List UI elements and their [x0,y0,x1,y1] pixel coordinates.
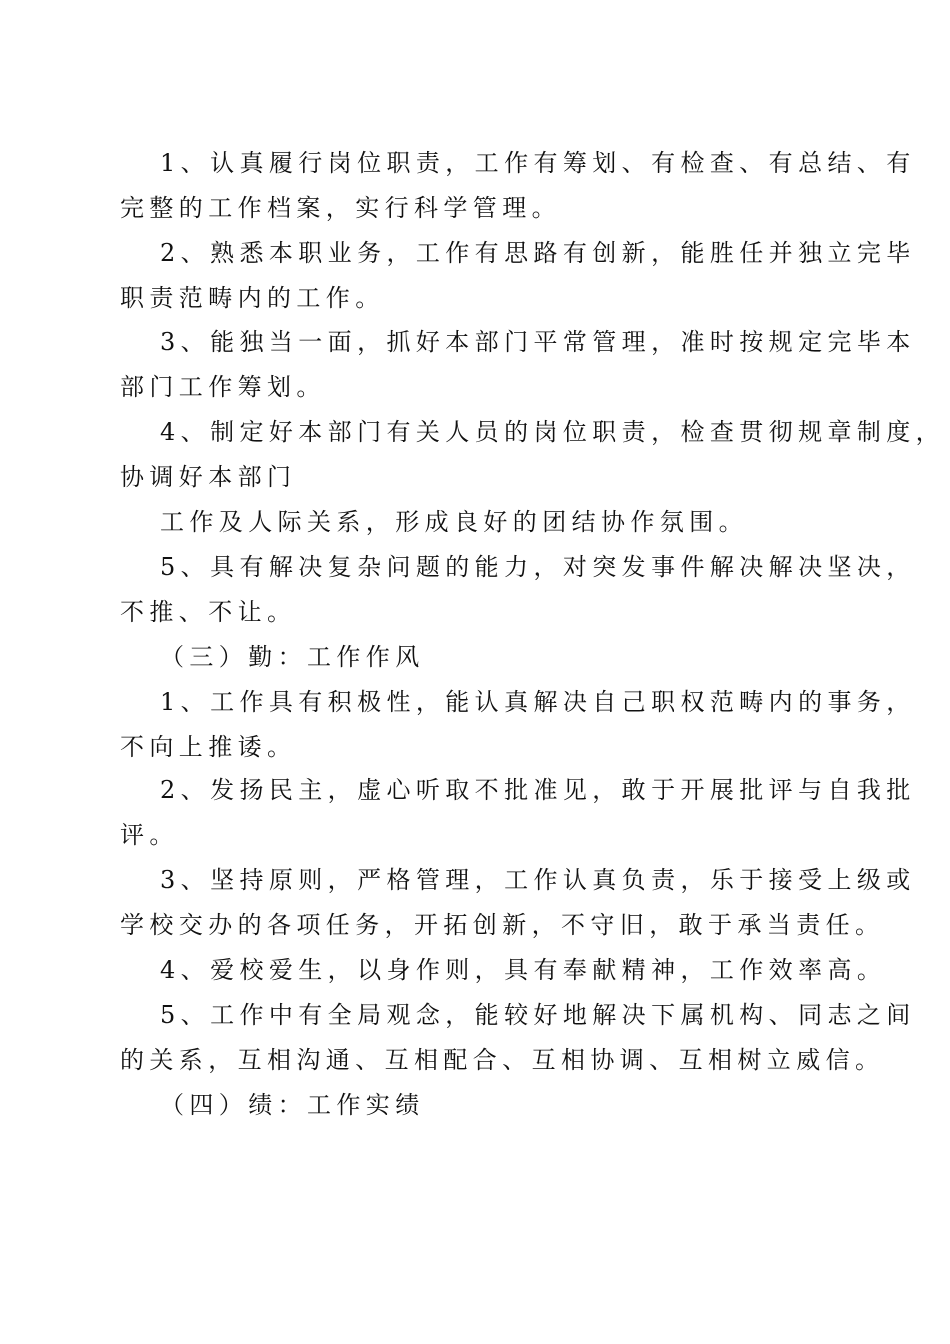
paragraph-line: 4、制定好本部门有关人员的岗位职责，检查贯彻规章制度， [160,418,946,446]
section-heading-ji: （四）绩：工作实绩 [160,1091,425,1119]
paragraph-line: 3、坚持原则，严格管理，工作认真负责，乐于接受上级或 [160,866,916,894]
paragraph-line: 5、具有解决复杂问题的能力，对突发事件解决解决坚决， [160,553,916,581]
paragraph-line: 1、工作具有积极性，能认真解决自己职权范畴内的事务， [160,688,916,716]
paragraph-line: 评。 [120,821,179,849]
paragraph-line: 职责范畴内的工作。 [120,284,385,312]
paragraph-line: 不推、不让。 [120,598,297,626]
paragraph-line: 2、熟悉本职业务，工作有思路有创新，能胜任并独立完毕 [160,239,916,267]
paragraph-line: 2、发扬民主，虚心听取不批准见，敢于开展批评与自我批 [160,776,916,804]
paragraph-line: 不向上推诿。 [120,733,297,761]
paragraph-line: 的关系，互相沟通、互相配合、互相协调、互相树立威信。 [120,1046,885,1074]
paragraph-line: 学校交办的各项任务，开拓创新，不守旧，敢于承当责任。 [120,911,885,939]
paragraph-line: 3、能独当一面，抓好本部门平常管理，准时按规定完毕本 [160,328,916,356]
paragraph-line: 部门工作筹划。 [120,373,326,401]
paragraph-line: 协调好本部门 [120,463,297,491]
paragraph-line: 完整的工作档案，实行科学管理。 [120,194,561,222]
paragraph-line: 1、认真履行岗位职责，工作有筹划、有检查、有总结、有 [160,149,916,177]
paragraph-line: 5、工作中有全局观念，能较好地解决下属机构、同志之间 [160,1001,916,1029]
paragraph-line: 工作及人际关系，形成良好的团结协作氛围。 [160,508,748,536]
section-heading-qin: （三）勤：工作作风 [160,643,425,671]
paragraph-line: 4、爱校爱生，以身作则，具有奉献精神，工作效率高。 [160,956,887,984]
